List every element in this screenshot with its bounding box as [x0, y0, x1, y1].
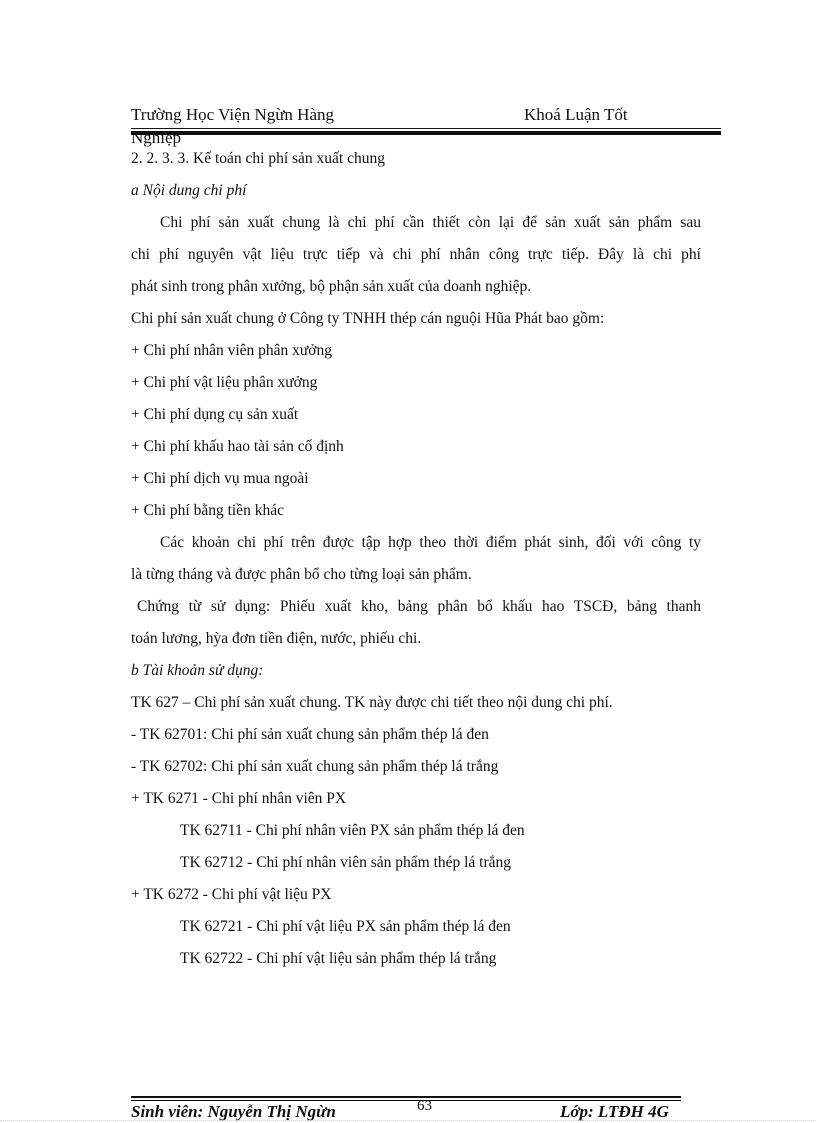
account-6271: + TK 6271 - Chi phí nhân viên PX — [131, 790, 347, 807]
account-62722: TK 62722 - Chi phí vật liệu sản phẩm thép lá trắng — [180, 950, 497, 967]
list-item: + Chi phí khấu hao tài sản cố định — [131, 438, 344, 455]
account-62721: TK 62721 - Chi phí vật liệu PX sản phẩm thép lá đen — [180, 918, 511, 935]
list-item: + Chi phí dịch vụ mua ngoài — [131, 470, 309, 487]
paragraph-1-line-3: phát sinh trong phân xưởng, bộ phận sản xuất của doanh nghiệp. — [131, 278, 532, 295]
header-school: Trường Học Viện Ngừn Hàng — [131, 105, 335, 124]
account-62702: - TK 62702: Chi phí sản xuất chung sản phẩm thép lá trắng — [131, 758, 499, 775]
subheading-b: b Tài khoản sử dụng: — [131, 662, 264, 679]
header-rule-thin — [131, 128, 721, 129]
list-item: + Chi phí vật liệu phân xưởng — [131, 374, 318, 391]
footer-rule-thick — [131, 1096, 681, 1098]
paragraph-4-line-1: Chứng từ sử dụng: Phiếu xuất kho, bảng phân bổ khấu hao TSCĐ, bảng thanh — [137, 598, 701, 615]
section-title: 2. 2. 3. 3. Kế toán chi phí sản xuất chung — [131, 150, 385, 167]
list-item: + Chi phí nhân viên phân xưởng — [131, 342, 332, 359]
subheading-a: a Nội dung chi phí — [131, 182, 247, 199]
paragraph-3-line-2: là từng tháng và được phân bổ cho từng loại sản phẩm. — [131, 566, 472, 583]
paragraph-2: Chi phí sản xuất chung ở Công ty TNHH thép cán nguội Hũa Phát bao gồm: — [131, 310, 605, 327]
account-62701: - TK 62701: Chi phí sản xuất chung sản phẩm thép lá đen — [131, 726, 489, 743]
header-thesis: Khoá Luận Tốt — [524, 105, 628, 124]
account-62712: TK 62712 - Chi phí nhân viên sản phẩm thép lá trắng — [180, 854, 512, 871]
footer-student: Sinh viên: Nguyễn Thị Ngừn — [131, 1102, 336, 1121]
footer-rule-thin — [131, 1100, 681, 1101]
account-6272: + TK 6272 - Chi phí vật liệu PX — [131, 886, 332, 903]
page-edge-dotted-line — [0, 1120, 816, 1122]
paragraph-1-line-1: Chi phí sản xuất chung là chi phí cần thiết còn lại để sản xuất sản phẩm sau — [160, 214, 701, 231]
account-627: TK 627 – Chi phí sản xuất chung. TK này được chi tiết theo nội dung chi phí. — [131, 694, 613, 711]
list-item: + Chi phí dụng cụ sản xuất — [131, 406, 299, 423]
header-rule-thick — [131, 131, 721, 135]
list-item: + Chi phí bằng tiền khác — [131, 502, 284, 519]
paragraph-4-line-2: toán lương, hỳa đơn tiền điện, nước, phiếu chi. — [131, 630, 422, 647]
paragraph-3-line-1: Các khoản chi phí trên được tập hợp theo thời điểm phát sinh, đối với công ty — [160, 534, 701, 551]
account-62711: TK 62711 - Chi phí nhân viên PX sản phẩm thép lá đen — [180, 822, 525, 839]
footer-class: Lớp: LTĐH 4G — [560, 1102, 669, 1121]
header-thesis-wrap: Nghiệp — [131, 128, 182, 147]
paragraph-1-line-2: chi phí nguyên vật liệu trực tiếp và chi phí nhân công trực tiếp. Đây là chi phí — [131, 246, 701, 263]
page-number: 63 — [417, 1098, 432, 1114]
